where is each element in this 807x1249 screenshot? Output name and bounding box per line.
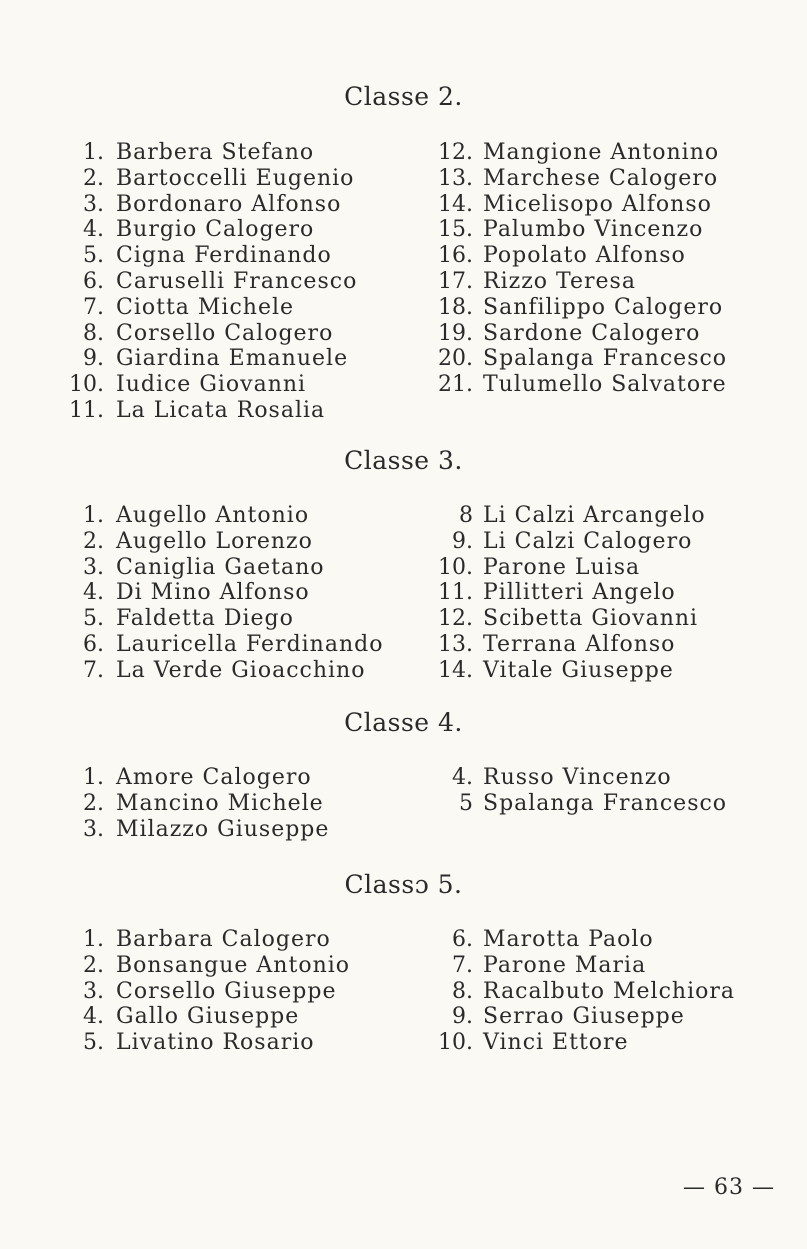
- list-item: [0, 269, 807, 295]
- item-number: 10.: [69, 372, 104, 398]
- student-name: Bordonaro Alfonso: [116, 191, 342, 217]
- student-name: Cigna Ferdinando: [116, 243, 332, 269]
- item-number: 12.: [438, 140, 473, 165]
- item-number: 18.: [438, 294, 473, 320]
- item-number: 8.: [452, 978, 473, 1004]
- item-number: 4.: [83, 217, 104, 243]
- section-heading: Classe 2.: [344, 82, 463, 111]
- item-number: 6.: [83, 631, 104, 657]
- item-number: 20.: [438, 346, 473, 372]
- list-item: [0, 580, 807, 606]
- list-item: [0, 1030, 807, 1056]
- student-name: Augello Antonio: [116, 503, 310, 528]
- list-item: [0, 927, 807, 953]
- list-item: [0, 791, 807, 817]
- item-number: 6.: [452, 927, 473, 952]
- list-item: [0, 140, 807, 166]
- student-name: Rizzo Teresa: [483, 268, 636, 294]
- student-name: Vinci Ettore: [483, 1030, 629, 1056]
- item-number: 5: [459, 790, 473, 816]
- student-name: Scibetta Giovanni: [483, 606, 699, 632]
- student-name: Gallo Giuseppe: [116, 1004, 300, 1030]
- item-number: 9.: [83, 346, 104, 372]
- student-name: Marchese Calogero: [483, 165, 719, 191]
- student-name: Li Calzi Calogero: [483, 528, 693, 554]
- student-name: Tulumello Salvatore: [483, 372, 727, 398]
- section-heading: Classe 3.: [344, 446, 463, 475]
- student-name: Burgio Calogero: [116, 217, 315, 243]
- student-name: Amore Calogero: [116, 765, 312, 790]
- list-item: [0, 166, 807, 192]
- item-number: 5.: [83, 606, 104, 632]
- student-name: Terrana Alfonso: [483, 631, 676, 657]
- student-name: Sanfilippo Calogero: [483, 294, 724, 320]
- student-name: Ciotta Michele: [116, 294, 295, 320]
- item-number: 21.: [438, 372, 473, 398]
- item-number: 14.: [438, 191, 473, 217]
- item-number: 4.: [83, 1004, 104, 1030]
- list-item: [0, 632, 807, 658]
- student-name: Pillitteri Angelo: [483, 580, 676, 606]
- student-name: Bonsangue Antonio: [116, 952, 351, 978]
- student-name: Faldetta Diego: [116, 606, 294, 632]
- student-name: Augello Lorenzo: [116, 528, 313, 554]
- item-number: 4.: [452, 765, 473, 790]
- student-name: Barbera Stefano: [116, 140, 315, 165]
- item-number: 1.: [83, 927, 104, 952]
- student-name: Mancino Michele: [116, 790, 324, 816]
- student-name: Serrao Giuseppe: [483, 1004, 685, 1030]
- list-item: [0, 217, 807, 243]
- item-number: 19.: [438, 320, 473, 346]
- item-number: 13.: [438, 631, 473, 657]
- student-name: Micelisopo Alfonso: [483, 191, 712, 217]
- item-number: 14.: [438, 657, 473, 683]
- list-item: [0, 346, 807, 372]
- list-item: [0, 606, 807, 632]
- student-name: Caniglia Gaetano: [116, 554, 325, 580]
- student-name: Barbara Calogero: [116, 927, 331, 952]
- student-name: Popolato Alfonso: [483, 243, 686, 269]
- item-number: 3.: [83, 191, 104, 217]
- list-item: [0, 1004, 807, 1030]
- item-number: 12.: [438, 606, 473, 632]
- student-name: Iudice Giovanni: [116, 372, 307, 398]
- list-item: [0, 953, 807, 979]
- section-right-column: [0, 503, 807, 684]
- section-right-column: [0, 927, 807, 1056]
- item-number: 9.: [452, 528, 473, 554]
- student-name: La Verde Gioacchino: [116, 657, 366, 683]
- student-name: Giardina Emanuele: [116, 346, 349, 372]
- item-number: 6.: [83, 268, 104, 294]
- item-number: 7.: [83, 657, 104, 683]
- student-name: Russo Vincenzo: [483, 765, 672, 790]
- item-number: 17.: [438, 268, 473, 294]
- item-number: 2.: [83, 790, 104, 816]
- student-name: Spalanga Francesco: [483, 790, 728, 816]
- item-number: 3.: [83, 816, 104, 842]
- list-item: [0, 658, 807, 684]
- section-right-column: [0, 140, 807, 398]
- list-item: [0, 398, 807, 424]
- item-number: 1.: [83, 765, 104, 790]
- item-number: 4.: [83, 580, 104, 606]
- student-name: Bartoccelli Eugenio: [116, 165, 355, 191]
- item-number: 2.: [83, 165, 104, 191]
- list-item: [0, 372, 807, 398]
- list-item: [0, 192, 807, 218]
- item-number: 1.: [83, 140, 104, 165]
- student-name: Parone Luisa: [483, 554, 641, 580]
- list-item: [0, 555, 807, 581]
- student-name: Livatino Rosario: [116, 1030, 315, 1056]
- item-number: 8.: [83, 320, 104, 346]
- list-item: [0, 321, 807, 347]
- item-number: 2.: [83, 952, 104, 978]
- student-name: Corsello Giuseppe: [116, 978, 337, 1004]
- item-number: 10.: [438, 554, 473, 580]
- list-item: [0, 295, 807, 321]
- page-number: — 63 —: [683, 1175, 775, 1200]
- list-item: [0, 817, 807, 843]
- student-name: La Licata Rosalia: [116, 397, 326, 423]
- item-number: 3.: [83, 554, 104, 580]
- student-name: Di Mino Alfonso: [116, 580, 310, 606]
- section-right-column: [0, 765, 807, 817]
- list-item: [0, 243, 807, 269]
- student-name: Racalbuto Melchiora: [483, 978, 735, 1004]
- list-item: [0, 529, 807, 555]
- item-number: 7.: [452, 952, 473, 978]
- list-item: [0, 503, 807, 529]
- section-heading: Classe 4.: [344, 708, 463, 737]
- student-name: Li Calzi Arcangelo: [483, 503, 706, 528]
- student-name: Mangione Antonino: [483, 140, 720, 165]
- section-heading: Classɔ 5.: [344, 870, 463, 899]
- list-item: [0, 765, 807, 791]
- item-number: 15.: [438, 217, 473, 243]
- item-number: 5.: [83, 243, 104, 269]
- item-number: 9.: [452, 1004, 473, 1030]
- student-name: Spalanga Francesco: [483, 346, 728, 372]
- student-name: Milazzo Giuseppe: [116, 816, 330, 842]
- list-item: [0, 979, 807, 1005]
- item-number: 5.: [83, 1030, 104, 1056]
- item-number: 3.: [83, 978, 104, 1004]
- student-name: Palumbo Vincenzo: [483, 217, 704, 243]
- student-name: Parone Maria: [483, 952, 647, 978]
- item-number: 13.: [438, 165, 473, 191]
- item-number: 1.: [83, 503, 104, 528]
- item-number: 8: [459, 503, 473, 528]
- student-name: Sardone Calogero: [483, 320, 701, 346]
- item-number: 11.: [69, 397, 104, 423]
- item-number: 10.: [438, 1030, 473, 1056]
- student-name: Marotta Paolo: [483, 927, 654, 952]
- student-name: Corsello Calogero: [116, 320, 334, 346]
- item-number: 16.: [438, 243, 473, 269]
- item-number: 11.: [438, 580, 473, 606]
- item-number: 7.: [83, 294, 104, 320]
- student-name: Vitale Giuseppe: [483, 657, 674, 683]
- student-name: Caruselli Francesco: [116, 268, 358, 294]
- student-name: Lauricella Ferdinando: [116, 631, 384, 657]
- item-number: 2.: [83, 528, 104, 554]
